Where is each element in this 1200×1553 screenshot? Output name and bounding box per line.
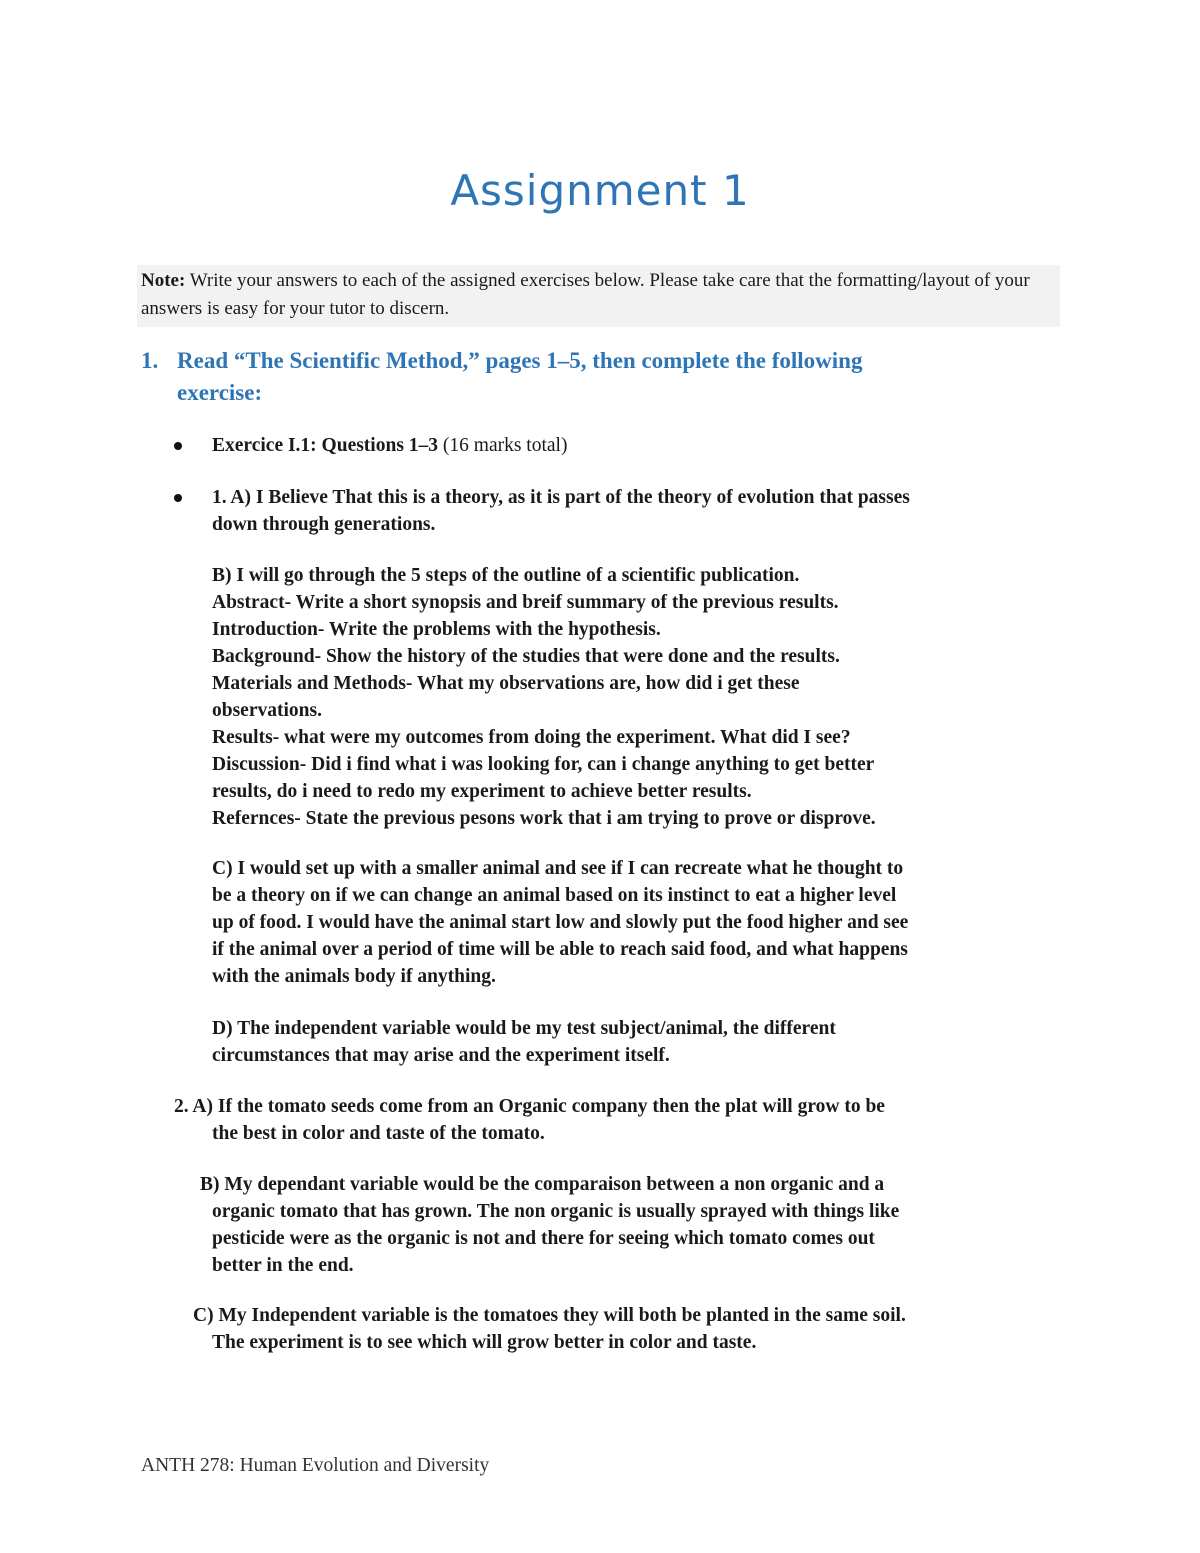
exercise-marks: (16 marks total) xyxy=(438,435,568,456)
note-box xyxy=(137,265,1060,327)
exercise-title: Exercice I.1: Questions 1–3 xyxy=(212,435,439,456)
answer-1b xyxy=(212,562,1072,832)
answer-line: C) I would set up with a smaller animal and see if I can recreate what he thought to xyxy=(212,858,904,879)
answer-line: D) The independent variable would be my test subject/animal, the different xyxy=(212,1018,836,1039)
answer-line: circumstances that may arise and the experiment itself. xyxy=(212,1045,670,1066)
answer-line: Background- Show the history of the studies that were done and the results. xyxy=(212,646,840,667)
answer-line: observations. xyxy=(212,700,322,721)
note-text: Write your answers to each of the assigned exercises below. Please take care that the formatting/layout of your answers is easy for your tutor to discern. xyxy=(141,270,1030,319)
answer-line: Abstract- Write a short synopsis and breif summary of the previous results. xyxy=(212,592,839,613)
answer-line: 2. A) If the tomato seeds come from an Organic company then the plat will grow to be xyxy=(174,1096,885,1117)
answer-line: Results- what were my outcomes from doing the experiment. What did I see? xyxy=(212,727,851,748)
answer-line: B) I will go through the 5 steps of the outline of a scientific publication. xyxy=(212,565,800,586)
answer-2a xyxy=(174,1093,1034,1147)
answer-line: if the animal over a period of time will be able to reach said food, and what happens xyxy=(212,939,908,960)
answer-2c xyxy=(193,1302,1053,1356)
answer-2b xyxy=(200,1171,1060,1279)
answer-1a-line1: 1. A) I Believe That this is a theory, as it is part of the theory of evolution that passes xyxy=(212,487,910,508)
answer-1c xyxy=(212,855,1072,990)
answer-line: with the animals body if anything. xyxy=(212,966,496,987)
answer-line: Materials and Methods- What my observations are, how did i get these xyxy=(212,673,800,694)
answer-line: B) My dependant variable would be the comparaison between a non organic and a xyxy=(200,1174,885,1195)
answer-line: better in the end. xyxy=(212,1255,354,1276)
answer-1d xyxy=(212,1015,1072,1069)
page-title: Assignment 1 xyxy=(450,166,750,215)
answer-line: results, do i need to redo my experiment to achieve better results. xyxy=(212,781,752,802)
section-number: 1. xyxy=(141,348,159,373)
answer-line: C) My Independent variable is the tomatoes they will both be planted in the same soil. xyxy=(193,1305,906,1326)
answer-line: be a theory on if we can change an animal based on its instinct to eat a higher level xyxy=(212,885,897,906)
answer-line: the best in color and taste of the tomato. xyxy=(212,1123,545,1144)
answer-line: up of food. I would have the animal start low and slowly put the food higher and see xyxy=(212,912,909,933)
answer-1a-line2: down through generations. xyxy=(212,514,436,535)
answer-line: Refernces- State the previous pesons work that i am trying to prove or disprove. xyxy=(212,808,876,829)
answer-line: Discussion- Did i find what i was looking for, can i change anything to get better xyxy=(212,754,875,775)
section-heading-line2: exercise: xyxy=(177,380,263,405)
section-heading-line1: Read “The Scientific Method,” pages 1–5, then complete the following xyxy=(177,348,863,373)
answer-line: organic tomato that has grown. The non organic is usually sprayed with things like xyxy=(212,1201,900,1222)
answer-line: pesticide were as the organic is not and there for seeing which tomato comes out xyxy=(212,1228,875,1249)
exercise-label xyxy=(212,432,567,459)
bullet-icon xyxy=(174,442,182,450)
note-label: Note: xyxy=(141,270,186,291)
answer-line: The experiment is to see which will grow better in color and taste. xyxy=(212,1332,757,1353)
bullet-icon xyxy=(174,494,182,502)
answer-line: Introduction- Write the problems with the hypothesis. xyxy=(212,619,661,640)
section-heading xyxy=(141,345,1021,409)
page-footer: ANTH 278: Human Evolution and Diversity xyxy=(141,1455,490,1476)
answer-1a xyxy=(212,484,910,538)
